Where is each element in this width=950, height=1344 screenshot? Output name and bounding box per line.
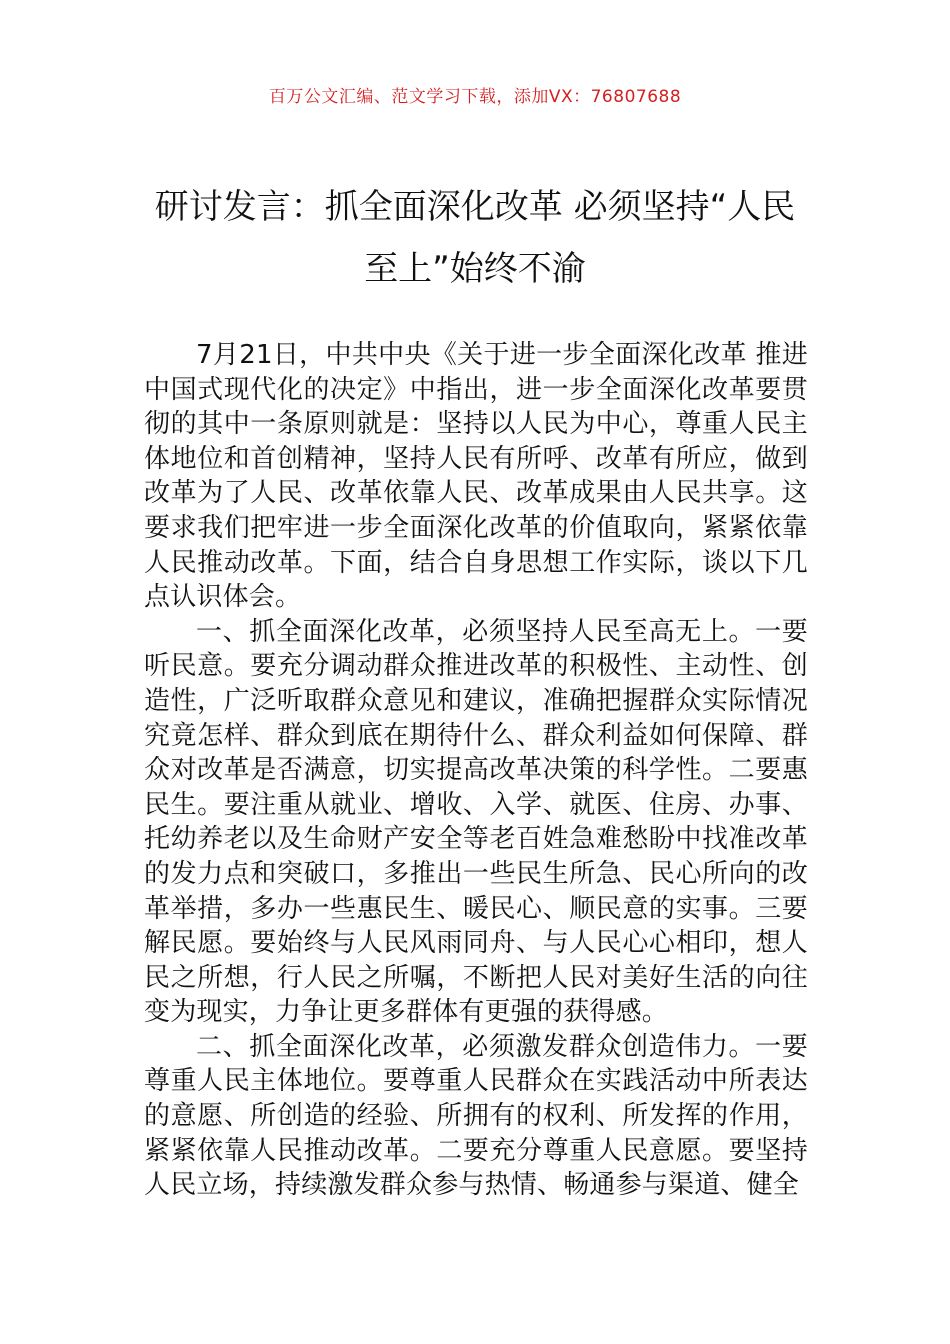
paragraph-section-two: 二、抓全面深化改革，必须激发群众创造伟力。一要尊重人民主体地位。要尊重人民群众在实践活动中所表达的意愿、所创造的经验、所拥有的权利、所发挥的作用，紧紧依靠人民推动改革。二要充分尊重人民意愿。要坚持人民立场，持续激发群众参与热情、畅通参与渠道、健全 <box>144 1031 808 1201</box>
paragraph-intro: 7月21日，中共中央《关于进一步全面深化改革 推进中国式现代化的决定》中指出，进一步全面深化改革要贯彻的其中一条原则就是：坚持以人民为中心，尊重人民主体地位和首创精神，坚持人民有所呼、改革有所应，做到改革为了人民、改革依靠人民、改革成果由人民共享。这要求我们把牢进一步全面深化改革的价值取向，紧紧依靠人民推动改革。下面，结合自身思想工作实际，谈以下几点认识体会。 <box>144 340 808 613</box>
document-body <box>144 338 808 1203</box>
header-download-note: 百万公文汇编、范文学习下载，添加VX：76807688 <box>268 87 682 107</box>
paragraph-section-one: 一、抓全面深化改革，必须坚持人民至高无上。一要听民意。要充分调动群众推进改革的积极性、主动性、创造性，广泛听取群众意见和建议，准确把握群众实际情况究竟怎样、群众到底在期待什么、群众利益如何保障、群众对改革是否满意，切实提高改革决策的科学性。二要惠民生。要注重从就业、增收、入学、就医、住房、办事、托幼养老以及生命财产安全等老百姓急难愁盼中找准改革的发力点和突破口，多推出一些民生所急、民心所向的改革举措，多办一些惠民生、暖民心、顺民意的实事。三要解民愿。要始终与人民风雨同舟、与人民心心相印，想人民之所想，行人民之所嘱，不断把人民对美好生活的向往变为现实，力争让更多群体有更强的获得感。 <box>144 616 808 1028</box>
document-title: 研讨发言：抓全面深化改革 必须坚持“人民至上”始终不渝 <box>154 187 796 289</box>
